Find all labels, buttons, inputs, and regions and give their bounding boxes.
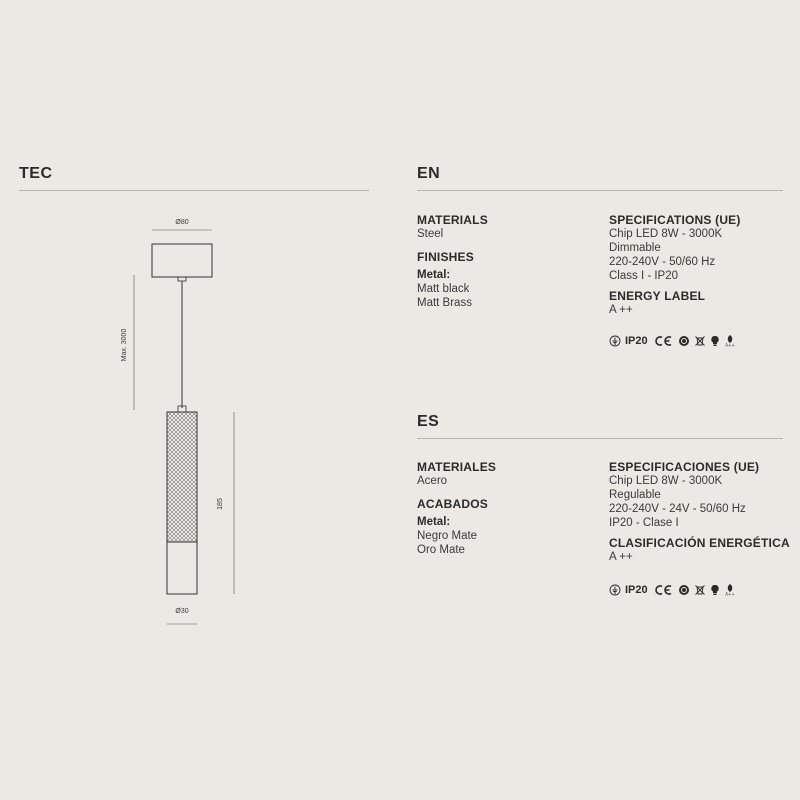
es-energy-heading: CLASIFICACIÓN ENERGÉTICA (609, 536, 790, 550)
technical-drawing (100, 200, 280, 640)
eco-icon (724, 334, 736, 347)
led-bulb-icon (710, 335, 720, 347)
tec-title: TEC (19, 165, 53, 182)
no-bin-icon (694, 335, 706, 347)
es-energy-value: A ++ (609, 551, 633, 563)
en-divider (417, 190, 783, 191)
en-finish-item: Matt Brass (417, 297, 472, 309)
es-spec-heading: ESPECIFICACIONES (UE) (609, 460, 760, 474)
es-spec-item: Chip LED 8W - 3000K (609, 475, 723, 487)
pendant-body-knurled (167, 412, 197, 542)
es-finishes-heading: ACABADOS (417, 497, 488, 511)
es-spec-item: Regulable (609, 489, 661, 501)
es-divider (417, 438, 783, 439)
en-specs-block (609, 213, 789, 317)
diameter-label: Ø30 (175, 608, 189, 615)
es-finishes-sub: Metal: (417, 516, 451, 528)
pendant-body-lower (167, 542, 197, 594)
es-spec-item: 220-240V - 24V - 50/60 Hz (609, 503, 746, 515)
ce-icon (654, 335, 674, 347)
es-title: ES (417, 413, 440, 430)
canopy (152, 244, 212, 277)
en-finishes-heading: FINISHES (417, 250, 474, 264)
ground-icon (609, 584, 621, 596)
no-bin-icon (694, 584, 706, 596)
en-finish-item: Matt black (417, 283, 470, 295)
en-spec-item: Chip LED 8W - 3000K (609, 228, 723, 240)
en-materials-heading: MATERIALS (417, 213, 488, 227)
en-energy-heading: ENERGY LABEL (609, 289, 706, 303)
en-finishes-sub: Metal: (417, 269, 451, 281)
es-certifications (609, 583, 736, 596)
ground-icon (609, 335, 621, 347)
eco-icon (724, 583, 736, 596)
es-ip-rating: IP20 (625, 583, 648, 596)
recycle-icon (678, 335, 690, 347)
es-finish-item: Negro Mate (417, 530, 478, 542)
en-material-item: Steel (417, 228, 444, 240)
body-length-label: 185 (217, 498, 224, 510)
en-certifications (609, 334, 736, 347)
es-specs-block (609, 460, 794, 564)
cable-length-label: Max. 3000 (121, 328, 128, 362)
en-energy-value: A ++ (609, 304, 633, 316)
svg-text:A++: A++ (724, 591, 735, 596)
en-title: EN (417, 165, 441, 182)
es-material-item: Acero (417, 475, 448, 487)
led-bulb-icon (710, 584, 720, 596)
en-spec-item: Class I - IP20 (609, 270, 679, 282)
es-finish-item: Oro Mate (417, 544, 465, 556)
tec-divider (19, 190, 369, 191)
en-materials-block (417, 213, 597, 310)
es-spec-item: IP20 - Clase I (609, 517, 679, 529)
en-spec-heading: SPECIFICATIONS (UE) (609, 213, 741, 227)
es-materials-heading: MATERIALES (417, 460, 497, 474)
ce-icon (654, 584, 674, 596)
canopy-dimension-label: Ø80 (175, 219, 189, 226)
recycle-icon (678, 584, 690, 596)
svg-text:A++: A++ (724, 342, 735, 347)
en-spec-item: Dimmable (609, 242, 661, 254)
en-spec-item: 220-240V - 50/60 Hz (609, 256, 716, 268)
es-materials-block (417, 460, 597, 557)
en-ip-rating: IP20 (625, 334, 648, 347)
